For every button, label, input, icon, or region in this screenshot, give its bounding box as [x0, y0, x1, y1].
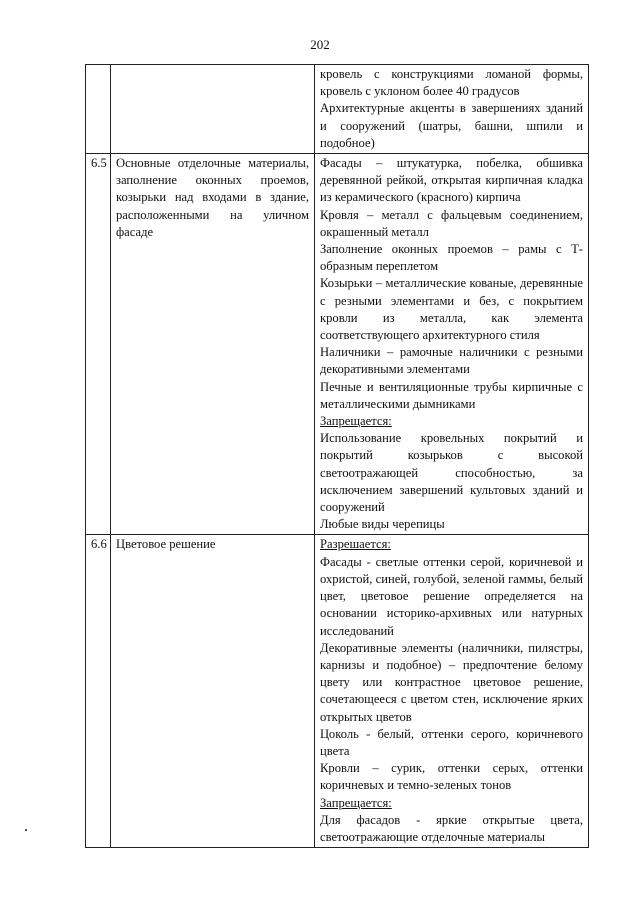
regulations-table — [85, 64, 589, 848]
table-row — [86, 535, 589, 848]
row-name-cell: Цветовое решение — [111, 535, 315, 848]
description-paragraph: Наличники – рамочные наличники с резными декоративными элементами — [320, 345, 583, 377]
allowed-paragraph: Фасады - светлые оттенки серой, коричневой и охристой, синей, голубой, зеленой гаммы, белый цвет, цветовое решение определяется на основании историко-архивных или натурных исследований — [320, 554, 583, 638]
page-number: 202 — [310, 37, 330, 52]
row-description-cell — [315, 535, 589, 848]
row-name-cell: Основные отделочные материалы, заполнение оконных проемов, козырьки над входами в здание, расположенными на уличном фасаде — [111, 154, 315, 535]
description-paragraph: кровель с конструкциями ломаной формы, кровель с уклоном более 40 градусов — [320, 67, 583, 99]
description-paragraph: Заполнение оконных проемов – рамы с Т- образным переплетом — [320, 242, 583, 274]
description-paragraph: Козырьки – металлические кованые, деревянные с резными элементами и без, с покрытием кровли из металла, как элемента соответствующего архитектурного стиля — [320, 276, 583, 343]
allowed-paragraph: Цоколь - белый, оттенки серого, коричневого цвета — [320, 726, 583, 758]
allowed-paragraph: Кровли – сурик, оттенки серых, оттенки коричневых и темно-зеленых тонов — [320, 761, 583, 793]
description-paragraph: Фасады – штукатурка, побелка, обшивка деревянной рейкой, открытая кирпичная кладка из керамического (красного) кирпича — [320, 156, 583, 205]
description-paragraph: Архитектурные акценты в завершениях зданий и сооружений (шатры, башни, шпили и подобное) — [320, 101, 583, 150]
allowed-paragraph: Декоративные элементы (наличники, пилястры, карнизы и подобное) – предпочтение белому цвету или контрастное цветовое решение, сочетающееся с цветом стен, исключение ярких открытых цветов — [320, 640, 583, 724]
prohibited-paragraph: Для фасадов - яркие открытые цвета, светоотражающие отделочные материалы — [320, 812, 583, 844]
description-paragraph: Печные и вентиляционные трубы кирпичные с металлическими дымниками — [320, 379, 583, 411]
prohibited-paragraph: Использование кровельных покрытий и покрытий козырьков с высокой светоотражающей способностью, за исключением завершений культовых зданий и сооружений — [320, 431, 583, 515]
allowed-label: Разрешается: — [320, 537, 391, 552]
row-description-cell — [315, 154, 589, 535]
row-number-cell: 6.5 — [86, 154, 111, 535]
row-number-cell: 6.6 — [86, 535, 111, 848]
row-number-cell — [86, 65, 111, 154]
description-paragraph: Кровля – металл с фальцевым соединением, окрашенный металл — [320, 207, 583, 239]
table-row — [86, 154, 589, 535]
row-name-cell — [111, 65, 315, 154]
prohibited-label: Запрещается: — [320, 795, 392, 810]
table-row — [86, 65, 589, 154]
prohibited-label: Запрещается: — [320, 414, 392, 429]
row-description-cell — [315, 65, 589, 154]
prohibited-paragraph: Любые виды черепицы — [320, 517, 445, 532]
scan-speck — [25, 829, 27, 831]
